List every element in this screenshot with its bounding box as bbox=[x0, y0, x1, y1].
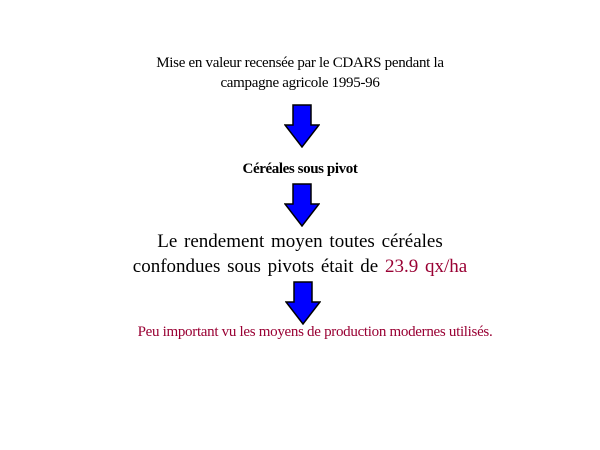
down-arrow-icon bbox=[285, 281, 321, 325]
step-1-line-1: Mise en valeur recensée par le CDARS pendant la bbox=[156, 55, 444, 71]
step-3-yield bbox=[0, 229, 600, 279]
step-4-text: Peu important vu les moyens de production modernes utilisés. bbox=[137, 324, 493, 340]
down-arrow-icon bbox=[284, 183, 320, 227]
step-3-line-2-prefix: confondues sous pivots était de bbox=[132, 256, 385, 277]
down-arrow-icon bbox=[284, 104, 320, 148]
step-2-cereals bbox=[0, 159, 600, 179]
step-1-line-2: campagne agricole 1995-96 bbox=[220, 75, 380, 91]
step-2-text: Céréales sous pivot bbox=[242, 161, 358, 177]
step-4-conclusion bbox=[0, 322, 600, 342]
step-1-census bbox=[0, 53, 600, 93]
step-3-line-2 bbox=[0, 254, 600, 279]
yield-value: 23.9 qx/ha bbox=[385, 256, 468, 277]
step-3-line-1: Le rendement moyen toutes céréales bbox=[157, 231, 443, 252]
